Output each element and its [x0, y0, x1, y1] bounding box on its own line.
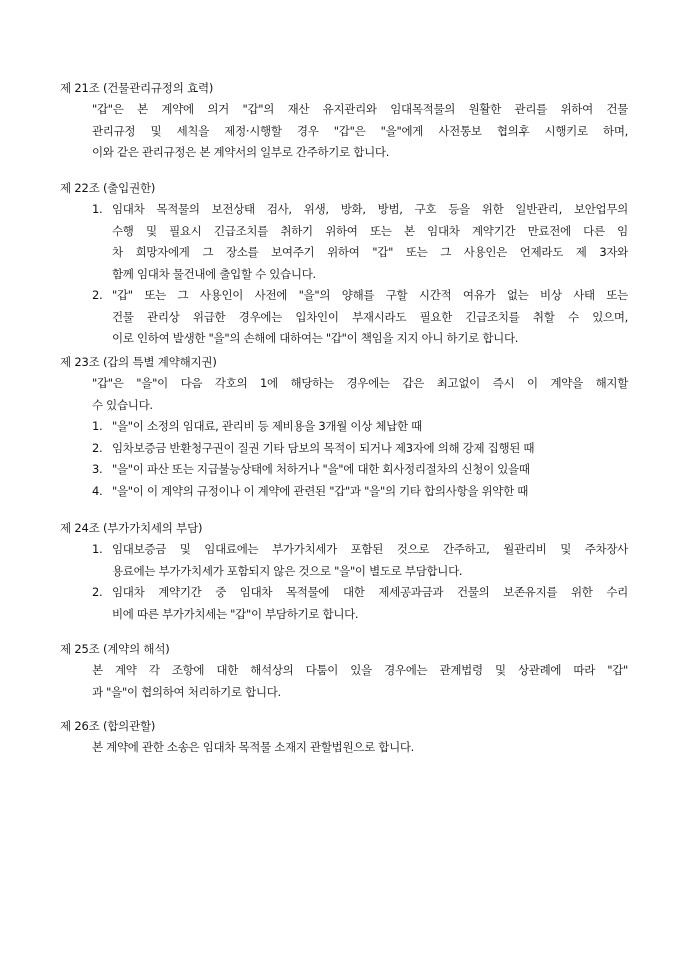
item-line: "을"이 이 계약의 규정이나 이 계약에 관련된 "갑"과 "을"의 기타 합의사항을 위약한 때 [112, 483, 529, 498]
item-number: 1. [92, 419, 103, 433]
item-body [112, 199, 628, 285]
item-number: 2. [92, 288, 103, 302]
list-item [92, 285, 628, 350]
item-line: 임대보증금 및 임대료에는 부가가치세가 포함된 것으로 간주하고, 월관리비 및 주차장사 [112, 542, 628, 556]
paragraph-line: 과 "을"이 협의하여 처리하기로 합니다. [92, 684, 281, 699]
article-heading: 제 25조 (계약의 해석) [60, 642, 170, 656]
list-item [92, 481, 628, 503]
list-item [92, 416, 628, 438]
paragraph-line: 수 있습니다. [92, 397, 153, 412]
article-22 [60, 180, 628, 350]
paragraph-line: "갑"은 "을"이 다음 각호의 1에 해당하는 경우에는 갑은 최고없이 즉시 이 계약을 해지할 [92, 376, 628, 390]
item-line: 수행 및 필요시 긴급조치를 취하기 위하여 또는 본 임대차 계약기간 만료전에 다른 임 [112, 223, 628, 238]
list-item [92, 459, 628, 481]
list-item [92, 582, 628, 625]
paragraph-line: 본 계약에 관한 소송은 임대차 목적물 소재지 관할법원으로 합니다. [92, 740, 415, 754]
list-item [92, 199, 628, 285]
article-paragraph [92, 660, 628, 703]
item-line: 임대차 계약기간 중 임대차 목적물에 대한 제세공과금과 건물의 보존유지를 위한 수리 [112, 585, 628, 599]
item-body [112, 481, 628, 503]
article-heading: 제 24조 (부가가치세의 부담) [60, 521, 203, 535]
paragraph-line: 관리규정 및 세칙을 제정·시행할 경우 "갑"은 "을"에게 사전통보 협의후 시행키로 하며, [92, 123, 628, 138]
article-heading: 제 23조 (갑의 특별 계약해지권) [60, 355, 217, 369]
item-line: "을"이 파산 또는 지급불능상태에 처하거나 "을"에 대한 회사정리절차의 신청이 있을때 [112, 462, 530, 476]
item-line: 임대차 목적물의 보전상태 검사, 위생, 방화, 방범, 구호 등을 위한 일반관리, 보안업무의 [112, 202, 628, 216]
item-line: "갑" 또는 그 사용인이 사전에 "을"의 양해를 구할 시간적 여유가 없는 비상 사태 또는 [112, 288, 628, 302]
item-number: 2. [92, 440, 103, 455]
article-heading: 제 26조 (합의관할) [60, 719, 156, 733]
item-line: 차 희망자에게 그 장소를 보여주기 위하여 "갑" 또는 그 사용인은 언제라도 제 3자와 [112, 245, 628, 259]
item-number: 3. [92, 462, 103, 476]
item-number: 1. [92, 542, 103, 556]
item-line: 이로 인하여 발생한 "을"의 손해에 대하여는 "갑"이 책임을 지지 아니 하기로 합니다. [112, 331, 519, 345]
article-heading: 제 22조 (출입권한) [60, 181, 156, 195]
list-item [92, 539, 628, 582]
item-body [112, 416, 628, 438]
article-paragraph [92, 373, 628, 416]
item-line: "을"이 소정의 임대료, 관리비 등 제비용을 3개월 이상 체납한 때 [112, 419, 422, 433]
article-25 [60, 641, 628, 703]
item-body [112, 539, 628, 582]
article-23 [60, 354, 628, 502]
item-body [112, 438, 628, 460]
item-number: 4. [92, 483, 103, 498]
item-line: 함께 임대차 물건내에 출입할 수 있습니다. [112, 266, 316, 281]
article-24 [60, 520, 628, 625]
item-number: 2. [92, 585, 103, 599]
article-paragraph [92, 737, 628, 759]
item-line: 용료에는 부가가치세가 포함되지 않은 것으로 "을"이 별도로 부담합니다. [112, 563, 463, 578]
paragraph-line: "갑"은 본 계약에 의거 "갑"의 재산 유지관리와 임대목적물의 원활한 관리를 위하여 건물 [92, 102, 628, 116]
article-26 [60, 718, 628, 759]
paragraph-line: 이와 같은 관리규정은 본 계약서의 일부로 간주하기로 합니다. [92, 145, 390, 159]
item-line: 건물 관리상 위급한 경우에는 입차인이 부재시라도 필요한 긴급조치를 취할 수 있으며, [112, 309, 628, 324]
article-heading: 제 21조 (건물관리규정의 효력) [60, 81, 214, 95]
item-number: 1. [92, 202, 103, 216]
article-paragraph [92, 99, 628, 164]
item-body [112, 285, 628, 350]
paragraph-line: 본 계약 각 조항에 대한 해석상의 다툼이 있을 경우에는 관계법령 및 상관례에 따라 "갑" [92, 663, 628, 677]
item-line: 비에 따른 부가가치세는 "갑"이 부담하기로 합니다. [112, 606, 359, 621]
item-line: 임차보증금 반환청구권이 질권 기타 담보의 목적이 되거나 제3자에 의해 강제 집행된 때 [112, 440, 535, 455]
list-item [92, 438, 628, 460]
item-body [112, 582, 628, 625]
item-body [112, 459, 628, 481]
article-21 [60, 80, 628, 164]
